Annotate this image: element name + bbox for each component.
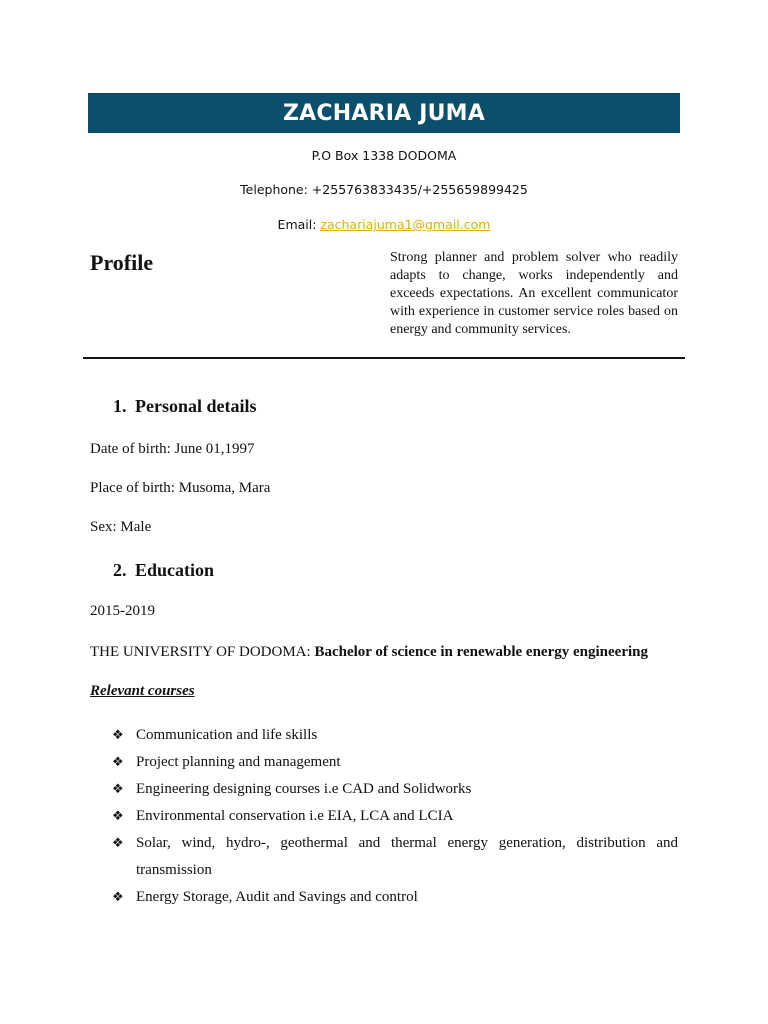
section-number: 2. — [113, 560, 127, 580]
diamond-bullet-icon: ❖ — [112, 809, 124, 824]
course-text: Energy Storage, Audit and Savings and control — [136, 889, 418, 905]
personal-details-heading — [113, 396, 257, 417]
relevant-courses-heading: Relevant courses — [90, 683, 195, 699]
diamond-bullet-icon: ❖ — [112, 782, 124, 797]
education-heading — [113, 560, 214, 581]
candidate-name: ZACHARIA JUMA — [283, 100, 485, 126]
email-line — [0, 217, 768, 232]
date-of-birth: Date of birth: June 01,1997 — [90, 441, 255, 457]
profile-summary: Strong planner and problem solver who readily adapts to change, works independently and exceeds expectations. An excellent communicator with experience in customer service roles based on energy and community services. — [390, 250, 678, 337]
course-text: Communication and life skills — [136, 727, 318, 743]
email-link[interactable]: zachariajuma1@gmail.com — [320, 217, 491, 232]
email-label: Email: — [277, 217, 321, 232]
section-divider — [83, 357, 685, 359]
diamond-bullet-icon: ❖ — [112, 836, 124, 851]
education-degree-line — [90, 644, 648, 661]
diamond-bullet-icon: ❖ — [112, 890, 124, 905]
profile-heading: Profile — [90, 250, 154, 275]
list-item — [112, 884, 678, 911]
education-years: 2015-2019 — [90, 603, 155, 619]
name-banner — [88, 93, 680, 133]
sex: Sex: Male — [90, 519, 152, 535]
institution: THE UNIVERSITY OF DODOMA: — [90, 644, 315, 660]
diamond-bullet-icon: ❖ — [112, 755, 124, 770]
courses-list — [112, 722, 678, 911]
course-text: Project planning and management — [136, 754, 341, 770]
list-item — [112, 830, 678, 884]
list-item — [112, 803, 678, 830]
list-item — [112, 722, 678, 749]
list-item — [112, 776, 678, 803]
diamond-bullet-icon: ❖ — [112, 728, 124, 743]
course-text: Engineering designing courses i.e CAD and Solidworks — [136, 781, 472, 797]
section-title: Personal details — [135, 396, 257, 416]
section-title: Education — [135, 560, 215, 580]
list-item — [112, 749, 678, 776]
place-of-birth: Place of birth: Musoma, Mara — [90, 480, 271, 496]
course-text: Environmental conservation i.e EIA, LCA and LCIA — [136, 808, 454, 824]
address: P.O Box 1338 DODOMA — [311, 148, 457, 163]
degree: Bachelor of science in renewable energy engineering — [314, 644, 648, 660]
telephone: Telephone: +255763833435/+255659899425 — [240, 182, 528, 197]
course-text: Solar, wind, hydro-, geothermal and thermal energy generation, distribution and transmission — [136, 835, 678, 878]
section-number: 1. — [113, 396, 127, 416]
